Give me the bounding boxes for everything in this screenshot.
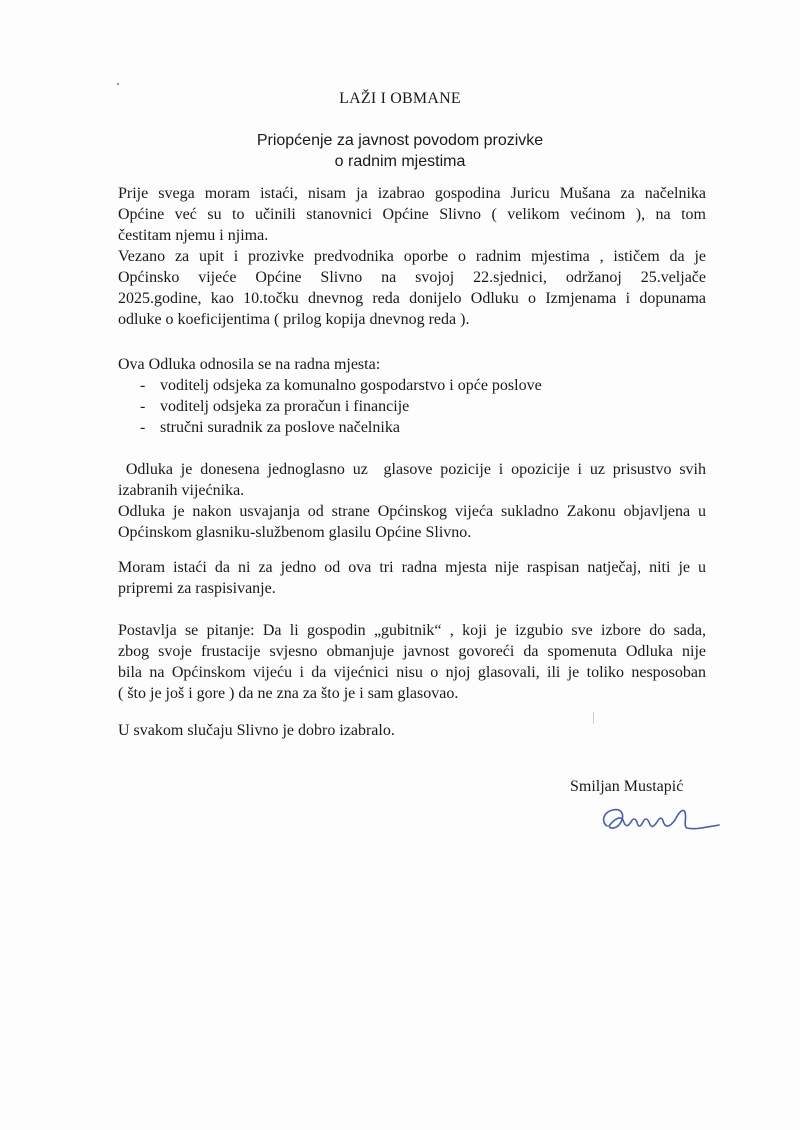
- paragraph-line: zbog svoje frustacije svjesno obmanjuje javnost govoreći da spomenuta Odluka nije: [118, 643, 706, 660]
- subtitle-line: Priopćenje za javnost povodom prozivke: [256, 132, 544, 149]
- paragraph-line: Moram istaći da ni za jedno od ova tri radna mjesta nije raspisan natječaj, niti je u: [118, 559, 706, 576]
- list-bullet: -: [140, 377, 146, 394]
- paragraph-line: Općine već su to učinili stanovnici Općine Slivno ( velikom većinom ), na tom: [118, 206, 706, 223]
- signatory-name: Smiljan Mustapić: [570, 778, 684, 795]
- paragraph-line: odluke o koeficijentima ( prilog kopija dnevnog reda ).: [118, 311, 470, 328]
- paragraph-line: Vezano za upit i prozivke predvodnika oporbe o radnim mjestima , ističem da je: [118, 248, 706, 265]
- list-item-text: stručni suradnik za poslove načelnika: [160, 419, 400, 436]
- list-item-text: voditelj odsjeka za proračun i financije: [160, 398, 410, 415]
- document-title: LAŽI I OBMANE: [339, 90, 461, 107]
- paragraph-line: Odluka je donesena jednoglasno uz glasove pozicije i opozicije i uz prisustvo svih: [118, 461, 706, 478]
- list-bullet: -: [140, 419, 146, 436]
- list-item: [140, 417, 542, 438]
- list-bullet: -: [140, 398, 146, 415]
- paragraph-line: Postavlja se pitanje: Da li gospodin „gubitnik“ , koji je izgubio sve izbore do sada,: [118, 622, 706, 639]
- paragraph-intro: [118, 183, 706, 330]
- list-intro-text: Ova Odluka odnosila se na radna mjesta:: [118, 356, 381, 373]
- paragraph-line: Općinskom glasniku-službenom glasilu Općine Slivno.: [118, 524, 472, 541]
- paragraph-tender: [118, 557, 706, 599]
- paragraph-line: čestitam njemu i njima.: [118, 227, 269, 244]
- paragraph-line: bila na Općinskom vijeću i da vijećnici nisu o njoj glasovali, ili je toliko nesposoban: [118, 664, 706, 681]
- position-list: [140, 375, 542, 438]
- paragraph-line: pripremi za raspisivanje.: [118, 580, 276, 597]
- paragraph-line: Općinsko vijeće Općine Slivno na svojoj 22.sjednici, održanoj 25.veljače: [118, 269, 706, 286]
- list-item: [140, 375, 542, 396]
- list-intro: [118, 354, 706, 375]
- closing-text: U svakom slučaju Slivno je dobro izabralo.: [118, 722, 395, 739]
- handwritten-signature: [595, 800, 725, 840]
- paragraph-decision: [118, 459, 706, 543]
- document-subtitle: [0, 130, 800, 172]
- scan-speck: [117, 83, 119, 85]
- paragraph-line: ( što je još i gore ) da ne zna za što je i sam glasovao.: [118, 685, 459, 702]
- list-item: [140, 396, 542, 417]
- paragraph-line: 2025.godine, kao 10.točku dnevnog reda donijelo Odluku o Izmjenama i dopunama: [118, 290, 706, 307]
- paragraph-line: Prije svega moram istaći, nisam ja izabrao gospodina Juricu Mušana za načelnika: [118, 185, 706, 202]
- paragraph-line: izabranih vijećnika.: [118, 482, 245, 499]
- paragraph-line: Odluka je nakon usvajanja od strane Općinskog vijeća sukladno Zakonu objavljena u: [118, 503, 706, 520]
- list-item-text: voditelj odsjeka za komunalno gospodarstvo i opće poslove: [160, 377, 542, 394]
- subtitle-line: o radnim mjestima: [334, 153, 466, 170]
- closing-line: [118, 720, 706, 741]
- paragraph-question: [118, 620, 706, 704]
